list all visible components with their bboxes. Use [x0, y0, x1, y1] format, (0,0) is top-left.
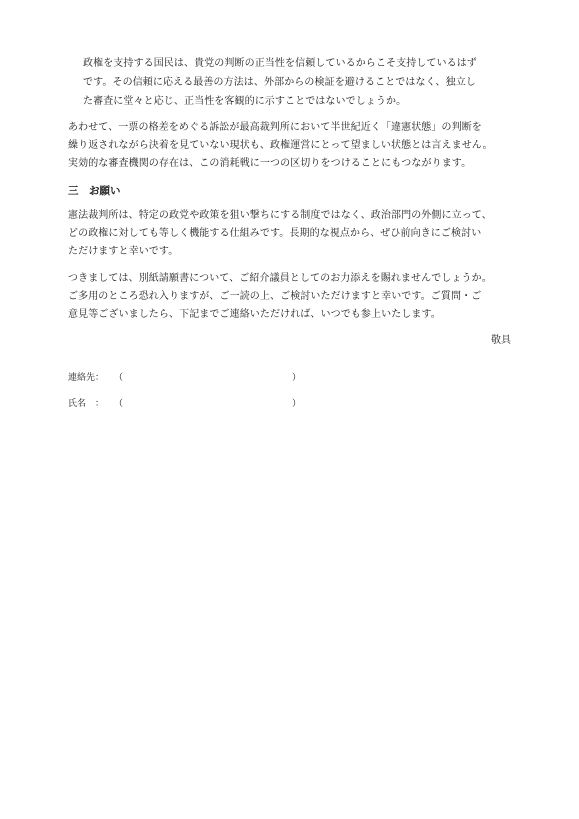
name-open-paren: （ [114, 399, 124, 409]
paragraph-3-line-2: ご多用のところ恐れ入りますが、ご一読の上、ご検討いただけますと幸いです。ご質問・ご [68, 291, 482, 302]
quote-line-1: 政権を支持する国民は、貴党の判断の正当性を信頼しているからこそ支持しているはず [83, 58, 477, 69]
quote-line-3: た審査に堂々と応じ、正当性を客観的に示すことではないでしょうか。 [83, 96, 407, 107]
paragraph-2-line-1: 憲法裁判所は、特定の政党や政策を狙い撃ちにする制度ではなく、政治部門の外側に立って、 [68, 210, 492, 221]
name-close-paren: ） [292, 399, 302, 409]
paragraph-2-line-2: どの政権に対しても等しく機能する仕組みです。長期的な視点から、ぜひ前向きにご検討い [68, 228, 482, 239]
paragraph-1-line-1: あわせて、一票の格差をめぐる訴訟が最高裁判所において半世紀近く「違憲状態」の判断を [68, 122, 482, 133]
quote-line-2: です。その信頼に応える最善の方法は、外部からの検証を避けることではなく、独立し [83, 77, 476, 88]
contact-close-paren: ） [292, 373, 302, 383]
paragraph-1-line-2: 繰り返されながら決着を見ていない現状も、政権運営にとって望ましい状態とは言えません。 [68, 140, 493, 151]
name-label: 氏名 ： [68, 399, 105, 409]
section-heading: 三 お願い [68, 185, 121, 197]
paragraph-3-line-1: つきましては、別紙請願書について、ご紹介議員としてのお力添えを賜れませんでしょうか。 [68, 273, 492, 284]
paragraph-1-line-3: 実効的な審査機関の存在は、この消耗戦に一つの区切りをつけることにもつながります。 [68, 158, 472, 169]
paragraph-2-line-3: ただけますと幸いです。 [68, 246, 179, 257]
contact-field [68, 372, 302, 384]
closing-salutation: 敬具 [491, 335, 511, 346]
paragraph-3-line-3: 意見等ございましたら、下記までご連絡いただければ、いつでも参上いたします。 [68, 309, 441, 320]
contact-label: 連絡先： [68, 373, 105, 383]
name-field [68, 398, 302, 410]
contact-open-paren: （ [114, 373, 124, 383]
